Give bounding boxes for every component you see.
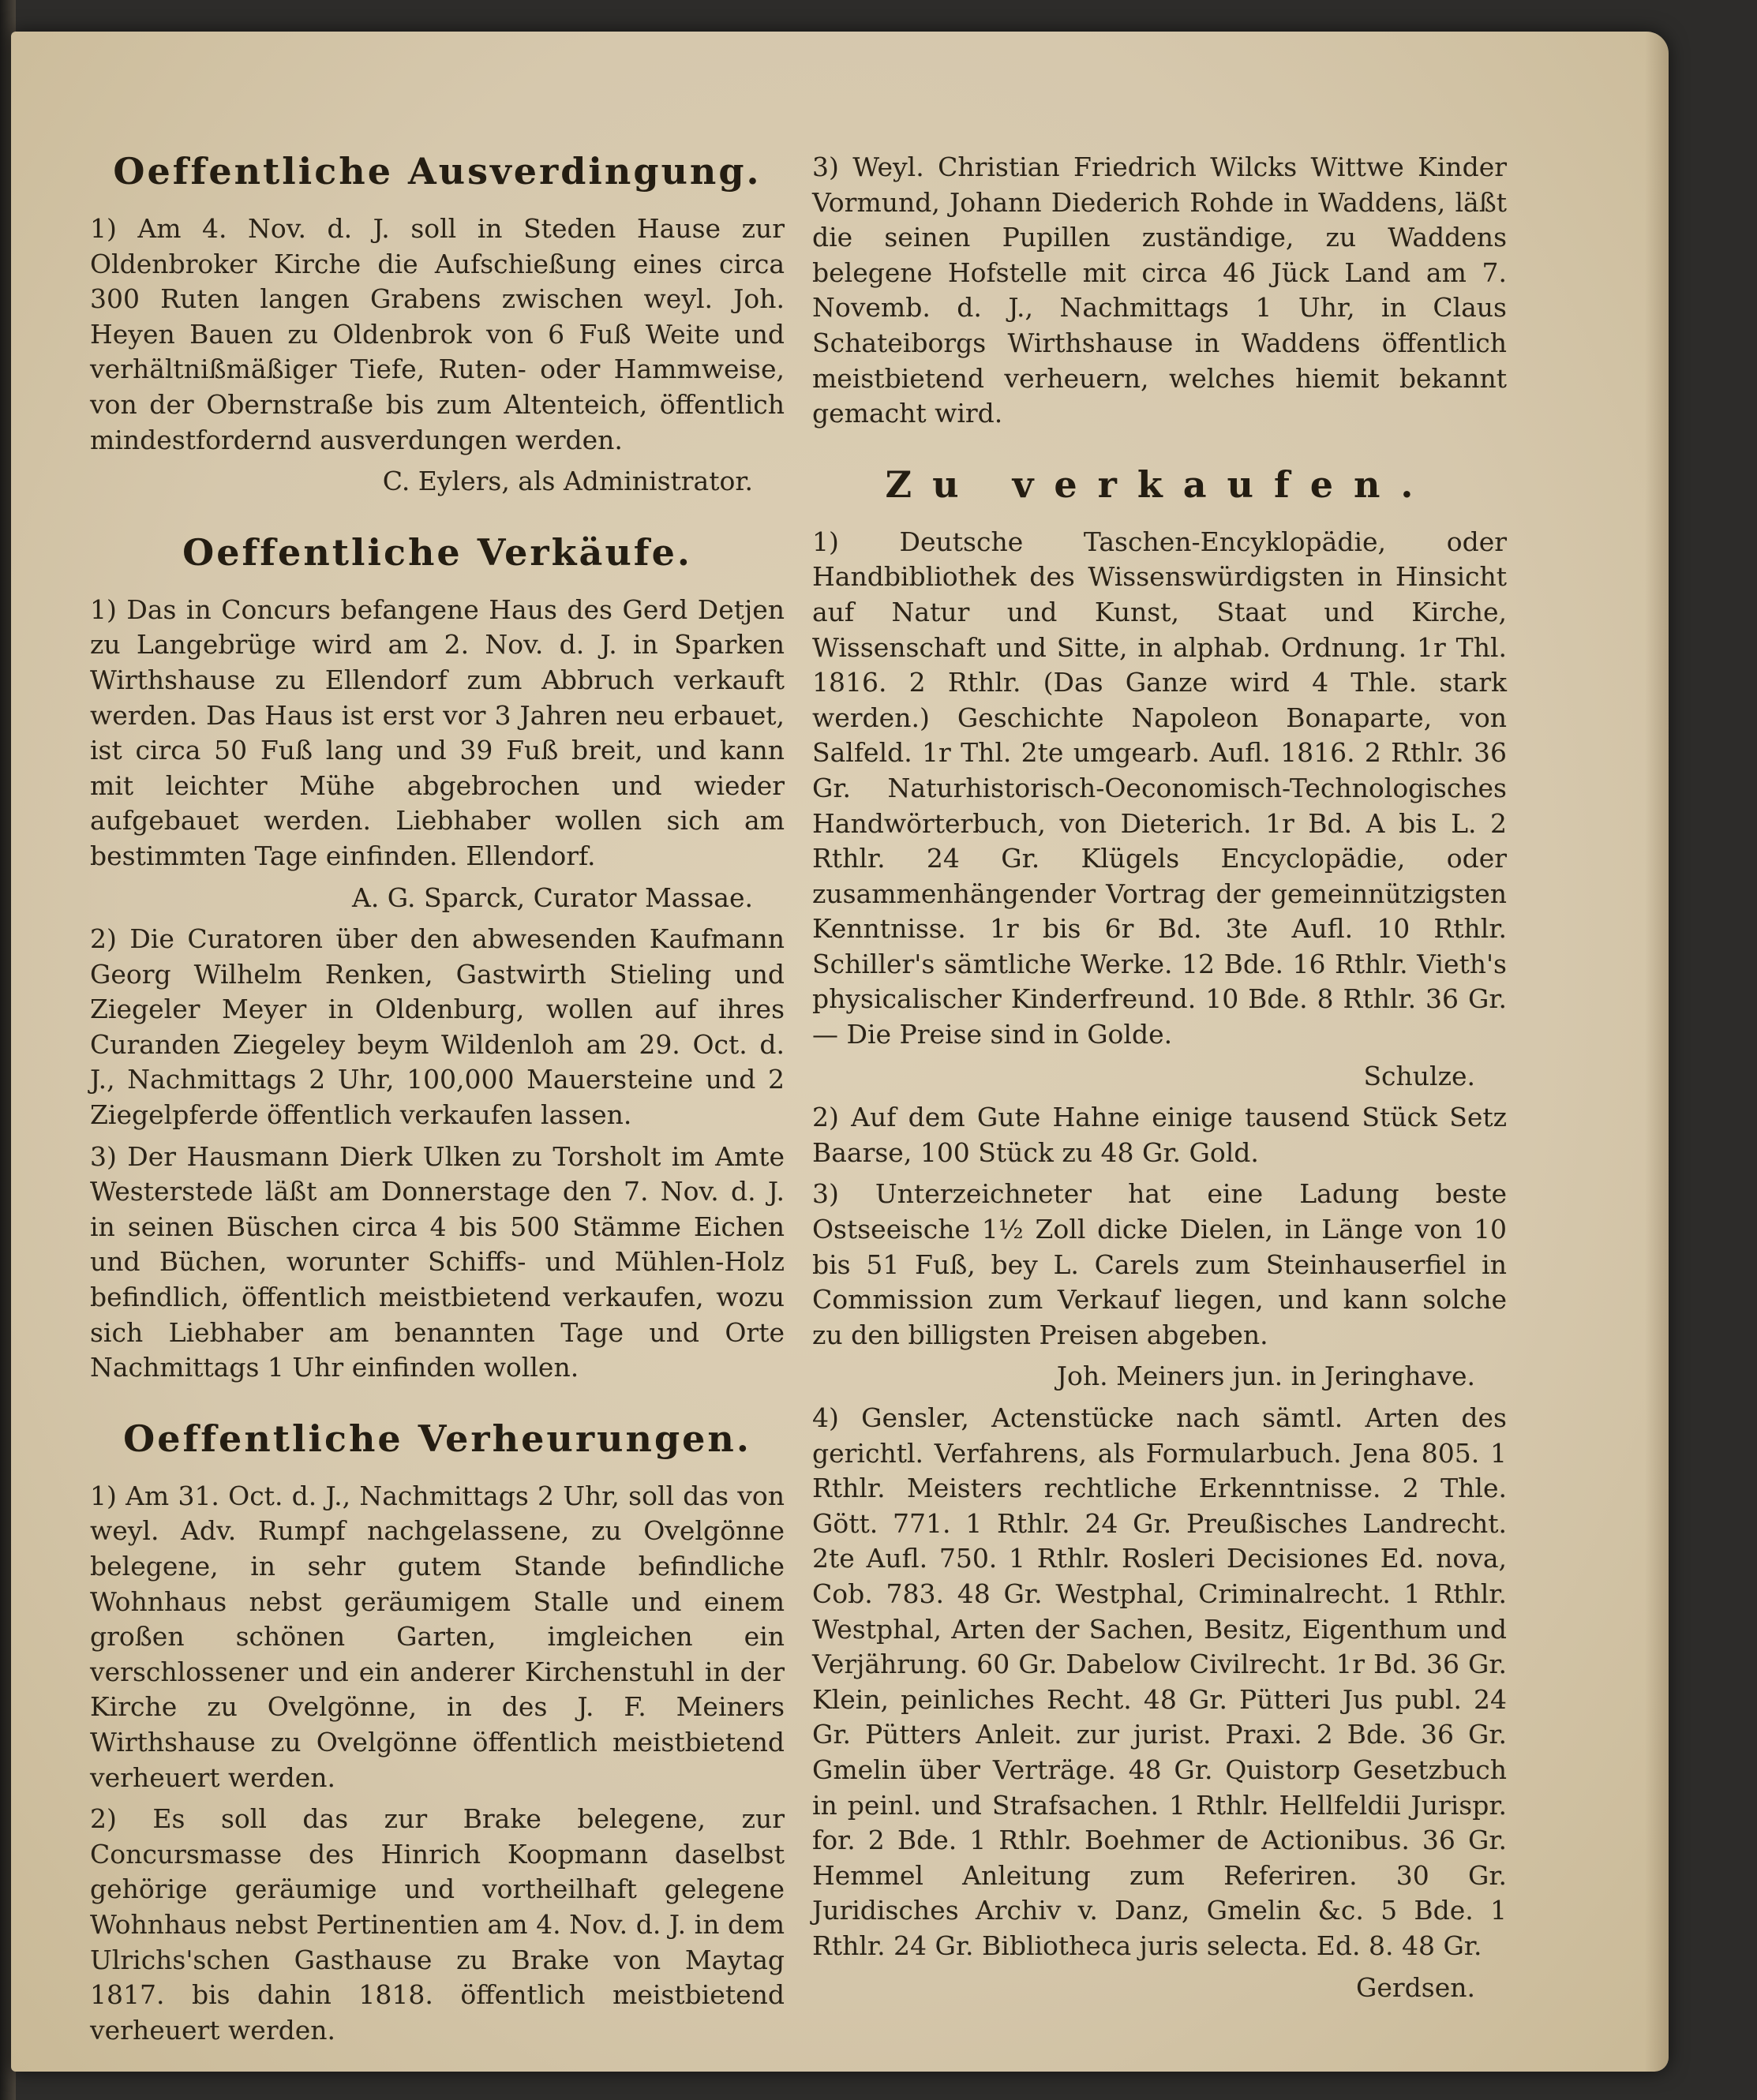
notice-haus-detjen: 1) Das in Concurs befangene Haus des Gerd Detjen zu Langebrüge wird am 2. Nov. d. J. in Sparken Wirthshause zu Ellendorf zum Abbruch verkauft werden. Das Haus ist erst vor 3 Jahren neu erbauet, ist circa 50 Fuß lang und 39 Fuß breit, und kann mit leichter Mühe abgebrochen und wieder aufgebauet werden. Liebhaber wollen sich am bestimmten Tage einfinden. Ellendorf. — [90, 593, 785, 871]
notice-wilcks: 3) Weyl. Christian Friedrich Wilcks Wittwe Kinder Vormund, Johann Diederich Rohde in Waddens, läßt die seinen Pupillen zuständige, zu Waddens belegene Hofstelle mit circa 46 Jück Land am 7. Novemb. d. J., Nachmittags 1 Uhr, in Claus Schateiborgs Wirthshause in Waddens öffentlich meistbietend verheuern, welches hiemit bekannt gemacht wird. — [812, 152, 1507, 429]
notice-ulken: 3) Der Hausmann Dierk Ulken zu Torsholt im Amte Westerstede läßt am Donnerstage den 7. Nov. d. J. in seinen Büschen circa 4 bis 500 Stämme Eichen und Büchen, worunter Schiffs- und Mühlen-Holz befindlich, öffentlich meistbietend verkaufen, wozu sich Liebhaber am benannten Tage und Orte Nachmittags 1 Uhr einfinden wollen. — [90, 1140, 785, 1383]
heading-verkaeufe: Oeffentliche Verkäufe. — [182, 530, 692, 574]
signature-sparck: A. G. Sparck, Curator Massae. — [352, 882, 753, 913]
right-column — [812, 150, 1507, 2012]
notice-ziegeley: 2) Die Curatoren über den abwesenden Kaufmann Georg Wilhelm Renken, Gastwirth Stieling und Ziegeler Meyer in Oldenburg, wollen auf ihres Curanden Ziegeley beym Wildenloh am 29. Oct. d. J., Nachmittags 2 Uhr, 100,000 Mauersteine und 2 Ziegelpferde öffentlich verkaufen lassen. — [90, 923, 785, 1131]
notice-rumpf: 1) Am 31. Oct. d. J., Nachmittags 2 Uhr, soll das von weyl. Adv. Rumpf nachgelassene, zu Ovelgönne belegene, in sehr gutem Stande befindliche Wohnhaus nebst geräumigem Stalle und einem großen schönen Garten, imgleichen ein verschlossener und ein anderer Kirchenstuhl in der Kirche zu Ovelgönne, in des J. F. Meiners Wirthshause zu Ovelgönne öffentlich meistbietend verheuert werden. — [90, 1480, 785, 1793]
page-edge-shadow — [1645, 32, 1669, 2072]
signature-schulze: Schulze. — [1363, 1060, 1475, 1091]
signature-gerdsen: Gerdsen. — [1356, 1971, 1475, 2003]
notice-dielen: 3) Unterzeichneter hat eine Ladung beste Ostseeische 1½ Zoll dicke Dielen, in Länge von 10 bis 51 Fuß, bey L. Carels zum Steinhauserfiel in Commission zum Verkauf liegen, und kann solche zu den billigsten Preisen abgeben. — [812, 1178, 1507, 1350]
heading-ausverdingung: Oeffentliche Ausverdingung. — [113, 150, 762, 193]
heading-verheurungen: Oeffentliche Verheurungen. — [123, 1417, 751, 1460]
signature-meiners: Joh. Meiners jun. in Jeringhave. — [1056, 1361, 1475, 1392]
notice-koopmann: 2) Es soll das zur Brake belegene, zur Concursmasse des Hinrich Koopmann daselbst gehörige geräumige und vortheilhaft gelegene Wohnhaus nebst Pertinentien am 4. Nov. d. J. in dem Ulrichs'schen Gasthause zu Brake von Maytag 1817. bis dahin 1818. öffentlich meistbietend verheuert werden. — [90, 1803, 785, 2046]
notice-graben: 1) Am 4. Nov. d. J. soll in Steden Hause zur Oldenbroker Kirche die Aufschießung eines circa 300 Ruten langen Grabens zwischen weyl. Joh. Heyen Bauen zu Oldenbrok von 6 Fuß Weite und verhältnißmäßiger Tiefe, Ruten- oder Hammweise, von der Obernstraße bis zum Altenteich, öffentlich mindestfordernd ausverdungen werden. — [90, 213, 785, 455]
left-column — [90, 150, 785, 2054]
notice-buecher: 1) Deutsche Taschen-Encyklopädie, oder Handbibliothek des Wissenswürdigsten in Hinsicht auf Natur und Kunst, Staat und Kirche, Wissenschaft und Sitte, in alphab. Ordnung. 1r Thl. 1816. 2 Rthlr. (Das Ganze wird 4 Thle. stark werden.) Geschichte Napoleon Bonaparte, von Salfeld. 1r Thl. 2te umgearb. Aufl. 1816. 2 Rthlr. 36 Gr. Naturhistorisch-Oeconomisch-Technologisches Handwörterbuch, von Dieterich. 1r Bd. A bis L. 2 Rthlr. 24 Gr. Klügels Encyclopädie, oder zusammenhängender Vortrag der gemeinnützigsten Kenntnisse. 1r bis 6r Bd. 3te Aufl. 10 Rthlr. Schiller's sämtliche Werke. 12 Bde. 16 Rthlr. Vieth's physicalischer Kinderfreund. 10 Bde. 8 Rthlr. 36 Gr. — Die Preise sind in Golde. — [812, 526, 1507, 1050]
notice-juristische-buecher: 4) Gensler, Actenstücke nach sämtl. Arten des gerichtl. Verfahrens, als Formularbuch. Jena 805. 1 Rthlr. Meisters rechtliche Erkenntnisse. 2 Thle. Gött. 771. 1 Rthlr. 24 Gr. Preußisches Landrecht. 2te Aufl. 750. 1 Rthlr. Rosleri Decisiones Ed. nova, Cob. 783. 48 Gr. Westphal, Criminalrecht. 1 Rthlr. Westphal, Arten der Sachen, Besitz, Eigenthum und Verjährung. 60 Gr. Dabelow Civilrecht. 1r Bd. 36 Gr. Klein, peinliches Recht. 48 Gr. Pütteri Jus publ. 24 Gr. Pütters Anleit. zur jurist. Praxi. 2 Bde. 36 Gr. Gmelin über Verträge. 48 Gr. Quistorp Gesetzbuch in peinl. und Strafsachen. 1 Rthlr. Hellfeldii Jurispr. for. 2 Bde. 1 Rthlr. Boehmer de Actionibus. 36 Gr. Hemmel Anleitung zum Referiren. 30 Gr. Juridisches Archiv v. Danz, Gmelin &c. 5 Bde. 1 Rthlr. 24 Gr. Bibliotheca juris selecta. Ed. 8. 48 Gr. — [812, 1402, 1507, 1961]
notice-baarse: 2) Auf dem Gute Hahne einige tausend Stück Setz Baarse, 100 Stück zu 48 Gr. Gold. — [812, 1102, 1507, 1168]
heading-zu-verkaufen: Zu verkaufen. — [885, 462, 1434, 506]
signature-eylers: C. Eylers, als Administrator. — [382, 466, 753, 497]
newspaper-page — [11, 32, 1669, 2072]
